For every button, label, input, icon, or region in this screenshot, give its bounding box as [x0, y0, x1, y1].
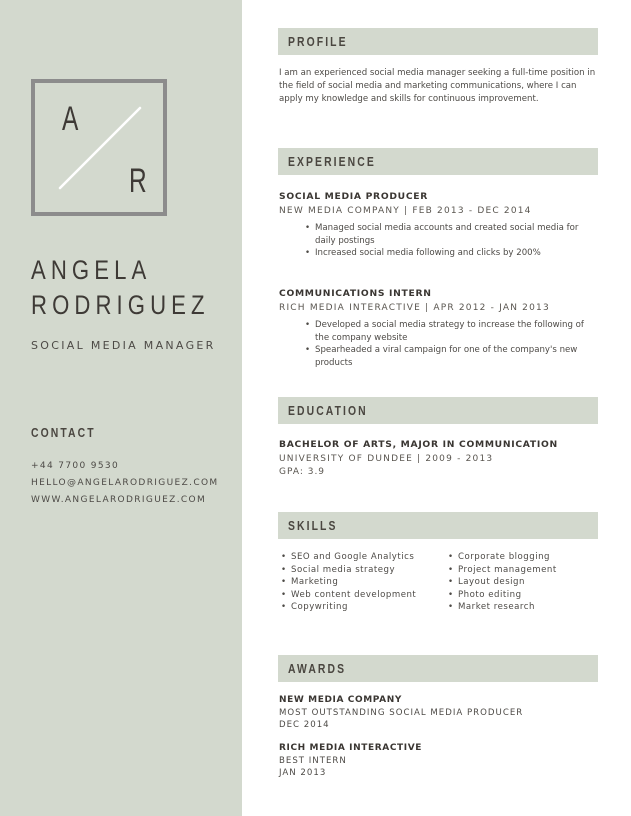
award-date-1: DEC 2014 [279, 720, 330, 730]
skills-section-header [278, 512, 598, 539]
experience-heading: EXPERIENCE [288, 154, 376, 169]
awards-heading: AWARDS [288, 661, 347, 676]
list-item: • Photo editing [448, 589, 598, 602]
list-item: • Marketing [281, 576, 441, 589]
education-heading: EDUCATION [288, 403, 368, 418]
education-school: UNIVERSITY OF DUNDEE | 2009 - 2013 [279, 454, 494, 464]
awards-section-header [278, 655, 598, 682]
contact-website[interactable]: WWW.ANGELARODRIGUEZ.COM [31, 495, 207, 505]
contact-phone: +44 7700 9530 [31, 461, 120, 471]
list-item: • Developed a social media strategy to increase the following of the company website [305, 319, 600, 344]
job-bullets-2 [305, 319, 600, 369]
experience-section-header [278, 148, 598, 175]
list-item: • Increased social media following and clicks by 200% [305, 247, 600, 260]
list-item: • Social media strategy [281, 564, 441, 577]
list-item: • Web content development [281, 589, 441, 602]
list-item: • Managed social media accounts and created social media for daily postings [305, 222, 600, 247]
skills-list-left [281, 551, 441, 614]
job-title-2: COMMUNICATIONS INTERN [279, 288, 432, 299]
list-item: • SEO and Google Analytics [281, 551, 441, 564]
skills-heading: SKILLS [288, 518, 338, 533]
award-name-2: BEST INTERN [279, 756, 347, 766]
list-item: • Project management [448, 564, 598, 577]
list-item: • Corporate blogging [448, 551, 598, 564]
job-meta-2: RICH MEDIA INTERACTIVE | APR 2012 - JAN 2013 [279, 303, 550, 313]
job-title: SOCIAL MEDIA MANAGER [31, 339, 216, 352]
award-org-2: RICH MEDIA INTERACTIVE [279, 743, 423, 753]
award-date-2: JAN 2013 [279, 768, 327, 778]
monogram-logo [31, 79, 167, 216]
education-section-header [278, 397, 598, 424]
job-meta-1: NEW MEDIA COMPANY | FEB 2013 - DEC 2014 [279, 206, 532, 216]
list-item: • Copywriting [281, 601, 441, 614]
list-item: • Layout design [448, 576, 598, 589]
award-org-1: NEW MEDIA COMPANY [279, 695, 402, 705]
profile-heading: PROFILE [288, 34, 348, 49]
first-name: ANGELA [31, 255, 152, 285]
last-name: RODRIGUEZ [31, 290, 210, 320]
profile-text: I am an experienced social media manager seeking a full-time position in the field of social media and marketing communications, where I can apply my knowledge and skills for continuous improvement. [279, 68, 596, 104]
contact-heading: CONTACT [31, 425, 96, 440]
profile-section-header [278, 28, 598, 55]
sidebar [0, 0, 242, 816]
skills-list-right [448, 551, 598, 614]
list-item: • Market research [448, 601, 598, 614]
list-item: • Spearheaded a viral campaign for one of the company's new products [305, 344, 600, 369]
education-gpa: GPA: 3.9 [279, 467, 326, 477]
contact-email[interactable]: HELLO@ANGELARODRIGUEZ.COM [31, 478, 219, 488]
award-name-1: MOST OUTSTANDING SOCIAL MEDIA PRODUCER [279, 708, 524, 718]
education-degree: BACHELOR OF ARTS, MAJOR IN COMMUNICATION [279, 439, 558, 450]
job-title-1: SOCIAL MEDIA PRODUCER [279, 191, 429, 202]
job-bullets-1 [305, 222, 600, 260]
monogram-first-initial: A [62, 100, 79, 138]
monogram-last-initial: R [129, 162, 147, 200]
